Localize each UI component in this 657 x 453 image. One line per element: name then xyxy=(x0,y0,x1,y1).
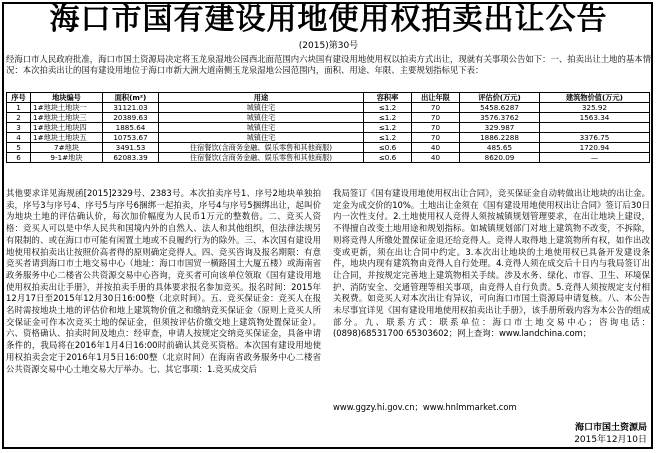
page-title: 海口市国有建设用地使用权拍卖出让公告 xyxy=(49,2,608,37)
cell-building-value: — xyxy=(540,153,650,163)
body-column-left: 其他要求详见海规函[2015]2329号、2383号。本次拍卖序号1、序号2地块单独拍卖，序号3与序号4、序号5与序号6捆绑一起拍卖，序号4与序号5捆绑出让，起叫价为地块土地的评估确认价，每次加价幅度为人民币1万元的整数倍。二、竞买人资格：竞买人可以是中华人民共和国境内外的自然人、法人和其他组织，但法律法规另有限制的、或在海口市可能有闲置土地或不良履约行为的除外。三、本次国有建设用地使用权拍卖出让按照价高者得的原则确定竞得人。四、竞买咨询及报名期限：有意竞买者请到海口市土地交易中心（地址：海口市国贸一横路国土大厦五楼）或海南省政务服务中心二楼省公共资源交易中心咨询，竞买者可向该单位领取《国有建设用地使用权拍卖出让手册》，并按拍卖手册的具体要求报名参加竞买。报名时间：2015年12月17日至2015年12月30日16:00整（北京时间）。五、竞买保证金：竞买人在报名时需按地块土地的评估价和地上建筑物价值之和缴纳竞买保证金（原则上竞买人所交保证金可作本次竞买土地的保证金，但须按评估价缴交地上建筑物处置保证金）。六、资格确认、拍卖时间及地点：经审查，申请人按规定交纳竞买保证金，具备申请条件的，我局将在2016年1月4日16:00时前确认其竞买资格。本次国有建设用地使用权拍卖会定于2016年1月5日16:00整（北京时间）在海南省政务服务中心二楼省公共资源交易中心土地交易大厅举办。七、其它事项：1.竞买成交后 xyxy=(6,188,321,374)
cell-use: 城镇住宅 xyxy=(159,113,364,123)
issue-date: 2015年12月10日 xyxy=(574,435,647,445)
cell-index: 3 xyxy=(7,123,31,133)
cell-use: 城镇住宅 xyxy=(159,133,364,143)
cell-plot-ratio: ≤0.6 xyxy=(364,153,412,163)
cell-use: 住宿餐饮(含商务金融、娱乐零售和其他商服) xyxy=(159,143,364,153)
cell-area: 62083.39 xyxy=(103,153,159,163)
cell-use: 城镇住宅 xyxy=(159,123,364,133)
cell-index: 6 xyxy=(7,153,31,163)
cell-building-value: 3376.75 xyxy=(540,133,650,143)
header-building-value: 建筑物价值(万元) xyxy=(540,93,650,103)
cell-appraisal: 5458.6287 xyxy=(460,103,540,113)
cell-term: 40 xyxy=(412,153,460,163)
cell-use: 住宿餐饮(含商务金融、娱乐零售和其他商服) xyxy=(159,153,364,163)
table-row xyxy=(7,143,650,153)
cell-appraisal: 329.987 xyxy=(460,123,540,133)
issuer-signature: 海口市国土资源局 xyxy=(574,423,647,433)
cell-parcel-id: 1#地块土地块三 xyxy=(31,113,103,123)
cell-building-value xyxy=(540,123,650,133)
cell-index: 5 xyxy=(7,143,31,153)
cell-appraisal: 3576.3762 xyxy=(460,113,540,123)
table-row xyxy=(7,123,650,133)
cell-parcel-id: 9-1#地块 xyxy=(31,153,103,163)
cell-term: 70 xyxy=(412,133,460,143)
document-number: (2015)第30号 xyxy=(298,41,359,51)
cell-term: 70 xyxy=(412,123,460,133)
cell-appraisal: 8620.09 xyxy=(460,153,540,163)
table-header-row xyxy=(7,93,650,103)
cell-parcel-id: 1#地块土地块四 xyxy=(31,123,103,133)
cell-area: 1885.64 xyxy=(103,123,159,133)
cell-index: 1 xyxy=(7,103,31,113)
cell-building-value: 1720.94 xyxy=(540,143,650,153)
cell-building-value: 1563.34 xyxy=(540,113,650,123)
cell-term: 70 xyxy=(412,113,460,123)
header-appraisal: 评估价(万元) xyxy=(460,93,540,103)
cell-plot-ratio: ≤1.2 xyxy=(364,133,412,143)
table-row xyxy=(7,113,650,123)
cell-plot-ratio: ≤0.6 xyxy=(364,143,412,153)
cell-plot-ratio: ≤1.2 xyxy=(364,103,412,113)
cell-index: 2 xyxy=(7,113,31,123)
cell-plot-ratio: ≤1.2 xyxy=(364,113,412,123)
cell-area: 10753.67 xyxy=(103,133,159,143)
intro-paragraph: 经海口市人民政府批准，海口市国土资源局决定将玉龙泉湿地公园西北面范围内六块国有建设用地使用权以拍卖方式出让，现就有关事项公告如下：一、拍卖出让土地的基本情况：本次拍卖出让的国有建设用地位于海口市新大洲大道南侧玉龙泉湿地公园范围内，面积、用途、年限、主要规划指标见下表： xyxy=(6,54,651,75)
cell-area: 31121.03 xyxy=(103,103,159,113)
table-row xyxy=(7,153,650,163)
cell-parcel-id: 1#地块土地块五 xyxy=(31,133,103,143)
header-use: 用途 xyxy=(159,93,364,103)
header-index: 序号 xyxy=(7,93,31,103)
cell-term: 70 xyxy=(412,103,460,113)
header-parcel-id: 地块编号 xyxy=(31,93,103,103)
cell-use: 城镇住宅 xyxy=(159,103,364,113)
header-term: 出让年限 xyxy=(412,93,460,103)
cell-term: 40 xyxy=(412,143,460,153)
cell-area: 3491.53 xyxy=(103,143,159,153)
cell-appraisal: 1886.2288 xyxy=(460,133,540,143)
cell-plot-ratio: ≤1.2 xyxy=(364,123,412,133)
cell-area: 20389.63 xyxy=(103,113,159,123)
cell-parcel-id: 1#地块土地块一 xyxy=(31,103,103,113)
header-plot-ratio: 容积率 xyxy=(364,93,412,103)
cell-parcel-id: 7#地块 xyxy=(31,143,103,153)
cell-building-value: 325.92 xyxy=(540,103,650,113)
table-row xyxy=(7,133,650,143)
land-parcel-table xyxy=(6,92,650,163)
cell-appraisal: 485.65 xyxy=(460,143,540,153)
table-row xyxy=(7,103,650,113)
body-column-right: 我局签订《国有建设用地使用权出让合同》，竞买保证金自动转做出让地块的出让金。定金为成交价的10%。土地出让金须在《国有建设用地使用权出让合同》签订后30日内一次性支付。2.土地使用权人竞得人须按城镇规划管理要求，在出让地块上建设，不得擅自改变土地用途和规划指标。如城镇规划部门对地上建筑物不改变，不拆除，则将竞得人所缴处置保证金退还给竞得人。竞得人取得地上建筑物所有权，如作出改变或更新，须在出让合同中约定。3.本次出让地块的土地使用权已具备开发建设条件，地块内现有建筑物由竞得人自行处理。4.竞得人须在成交后十日内与我局签订出让合同，并按规定完善地上建筑物相关手续。涉及水务、绿化、市容、卫生、环境保护、消防安全、交通管理等相关事项，由竞得人自行负责。5.竞得人须按规定支付相关税费。如竞买人对本次出让有异议，可向海口市国土资源局申请复核。八、本公告未尽事宜详见《国有建设用地使用权拍卖出让手册》，该手册所载内容为本公告的组成部分。九、联系方式：联系单位：海口市土地交易中心；咨询电话：(0898)68531700 65303602；网上查询：www.landchina.com； xyxy=(333,188,650,339)
cell-index: 4 xyxy=(7,133,31,143)
website-links: www.ggzy.hi.gov.cn；www.hnlmmarket.com xyxy=(333,402,517,412)
header-area: 面积(m²) xyxy=(103,93,159,103)
